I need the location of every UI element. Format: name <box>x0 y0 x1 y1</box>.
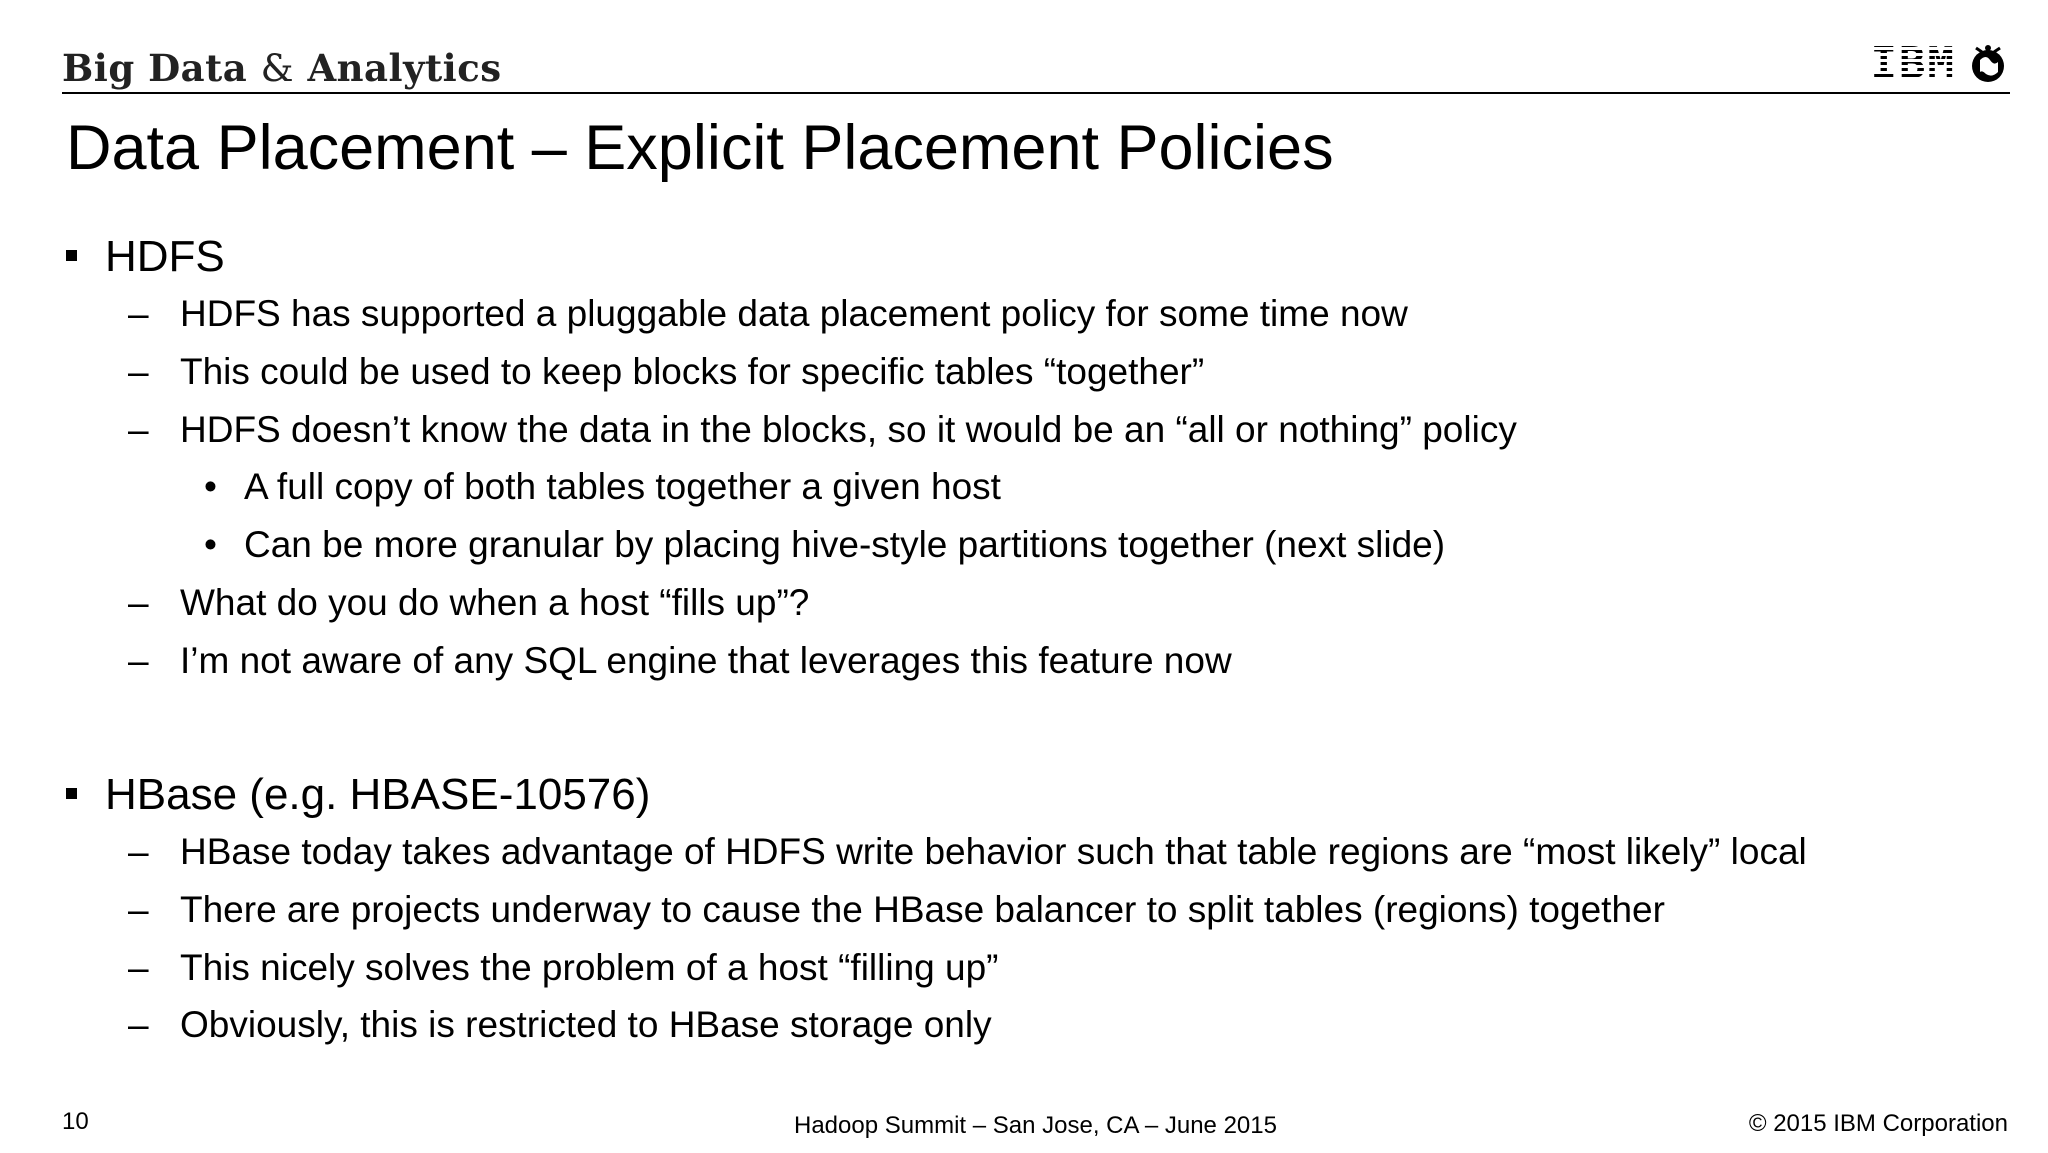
list-item: • Can be more granular by placing hive-style partitions together (next slide) <box>204 524 1446 565</box>
footer-event: Hadoop Summit – San Jose, CA – June 2015 <box>794 1112 1277 1139</box>
list-item: – HDFS doesn’t know the data in the blocks, so it would be an “all or nothing” policy <box>128 409 1517 450</box>
slide-title: Data Placement – Explicit Placement Policies <box>66 113 1334 183</box>
section-heading-hdfs: HDFS <box>66 232 225 282</box>
list-item: – This nicely solves the problem of a host “filling up” <box>128 947 999 988</box>
brand-ampersand: & <box>260 47 295 90</box>
square-bullet-icon <box>66 250 77 261</box>
header-divider <box>62 92 2010 94</box>
list-item: – HBase today takes advantage of HDFS write behavior such that table regions are “most likely” local <box>128 831 1807 872</box>
ibm-logo-text: IBM <box>1870 38 1956 89</box>
square-bullet-icon <box>66 788 77 799</box>
footer-copyright: © 2015 IBM Corporation <box>1748 1110 2008 1137</box>
page-number: 10 <box>62 1108 89 1135</box>
list-item: – What do you do when a host “fills up”? <box>128 582 810 623</box>
ibm-logo <box>1871 38 2010 89</box>
list-item: • A full copy of both tables together a given host <box>204 466 1001 507</box>
list-item: – HDFS has supported a pluggable data placement policy for some time now <box>128 293 1408 334</box>
brand-title <box>62 46 502 90</box>
list-item: – Obviously, this is restricted to HBase storage only <box>128 1004 992 1045</box>
list-item: – I’m not aware of any SQL engine that leverages this feature now <box>128 640 1232 681</box>
globe-icon <box>1966 42 2010 86</box>
brand-part1: Big Data <box>62 46 248 90</box>
section-heading-hbase: HBase (e.g. HBASE-10576) <box>66 770 650 820</box>
brand-part2: Analytics <box>307 46 502 90</box>
list-item: – There are projects underway to cause the HBase balancer to split tables (regions) together <box>128 889 1665 930</box>
list-item: – This could be used to keep blocks for specific tables “together” <box>128 351 1205 392</box>
